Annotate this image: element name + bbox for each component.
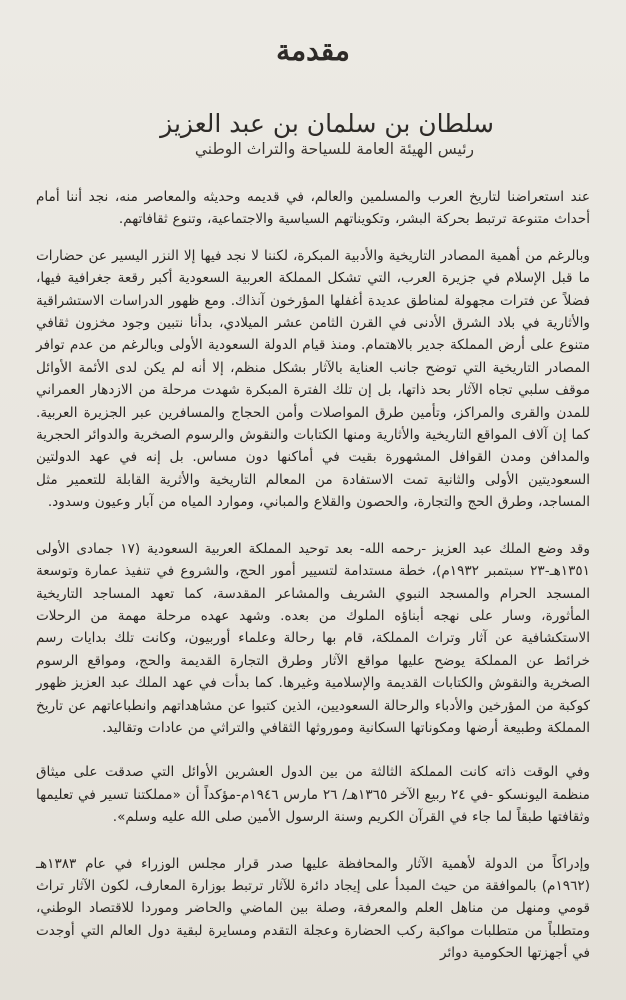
paragraph-3: وقد وضع الملك عبد العزيز -رحمه الله- بعد توحيد المملكة العربية السعودية (١٧ جمادى الأولى ١٣٥١هـ-٢٣ سبتمبر ١٩٣٢م)، خطة مستدامة لتسيير أمور الحج، والشروع في تنفيذ عمارة وتوسعة المسجد الحرام والمسجد النبوي الشريف والمشاعر المقدسة، كما تعهد المساجد التاريخية المأثورة، وسار على نهجه أبناؤه الملوك من بعده. وشهد عهده مرحلة مهمة من الرحلات الاستكشافية عن آثار وتراث المملكة، قام بها رحالة وعلماء أوربيون، وكانت تلك بدايات رسم خرائط عن المملكة يوضح عليها مواقع الآثار وطرق التجارة القديمة والحج، ومواقع الرسوم الصخرية والنقوش والكتابات القديمة والإسلامية وغيرها. كما بدأت في عهد الملك عبد العزيز ظهور كوكبة من المؤرخين والأدباء والرحالة السعوديين، الذين كتبوا عن مشاهداتهم وانطباعاتهم عن تاريخ المملكة وطبيعة أرضها ومكوناتها السكانية وموروثها الثقافي والتراثي من عادات وتقاليد. [36,540,590,736]
paragraph-5: وإدراكاً من الدولة لأهمية الآثار والمحافظة عليها صدر قرار مجلس الوزراء في عام ١٣٨٣هـ (١٩٦٢م) بالموافقة من حيث المبدأ على إيجاد دائرة للآثار ترتبط بوزارة المعارف، لكون الآثار تراث قومي ومنهل من مناهل العلم والمعرفة، وصلة بين الماضي والحاضر وموردا للاقتصاد الوطني، ومتطلباً من متطلبات مواكبة ركب الحضارة وعجلة التقدم ومسايرة لبقية دول العالم التي أوجدت في أجهزتها الحكومية دوائر [36,855,590,962]
author-name: سلطان بن سلمان بن عبد العزيز [160,109,494,138]
author-title: رئيس الهيئة العامة للسياحة والتراث الوطني [194,140,474,158]
page-heading: مقدمة [276,34,350,67]
paragraph-1: عند استعراضنا لتاريخ العرب والمسلمين والعالم، في قديمه وحديثه والمعاصر منه، نجد أننا أمام أحداث متنوعة ترتبط بحركة البشر، وتكويناتهم السياسية والاجتماعية، وتنوع ثقافاتهم. [36,189,590,228]
paragraph-2: وبالرغم من أهمية المصادر التاريخية والأدبية المبكرة، لكننا لا نجد فيها إلا النزر اليسير عن حضارات ما قبل الإسلام في جزيرة العرب، التي تشكل المملكة العربية السعودية أكبر رقعة جغرافية فيها، فضلاً عن فترات مجهولة لمناطق عديدة أغفلها المؤرخون آنذاك. ومع ظهور الدراسات الاستشراقية والأثارية في بلاد الشرق الأدنى في القرن الثامن عشر الميلادي، بدأنا نتبين وجود مخزون ثقافي متنوع على أرض المملكة جدير بالاهتمام. ومنذ قيام الدولة السعودية الأولى وبالرغم من عدم توافر المصادر التاريخية التي توضح جانب العناية بالآثار بشكل منظم، إلا أنه لم يكن لدى الأئمة الأوائل موقف سلبي تجاه الآثار بحد ذاتها، بل إن تلك الفترة المبكرة شهدت مرحلة من الازدهار العمراني للمدن والقرى والمراكز، وتأمين طرق المواصلات وأمن الحجاج والمسافرين عبر الجزيرة العربية. كما إن آلاف المواقع التاريخية والأثارية ومنها الكتابات والنقوش والرسوم الصخرية والدوائر الحجرية والمدافن ومدن القوافل المشهورة بقيت في أماكنها دون مساس. بل إنه في عهد الدولتين السعوديتين الأولى والثانية تمت الاستفادة من المعالم التاريخية والأثرية القابلة للتعمير مثل المساجد، وطرق الحج والتجارة، والحصون والقلاع والمباني، وموارد المياه من آبار وعيون وسدود. [36,247,590,511]
paragraph-4: وفي الوقت ذاته كانت المملكة الثالثة من بين الدول العشرين الأوائل التي صدقت على ميثاق منظمة اليونسكو -في ٢٤ ربيع الآخر ١٣٦٥هـ/ ٢٦ مارس ١٩٤٦م-مؤكداً أن «مملكتنا تسير في تعليمها وثقافتها طبقاً لما جاء في القرآن الكريم وسنة الرسول الأمين صلى الله عليه وسلم». [36,764,590,826]
